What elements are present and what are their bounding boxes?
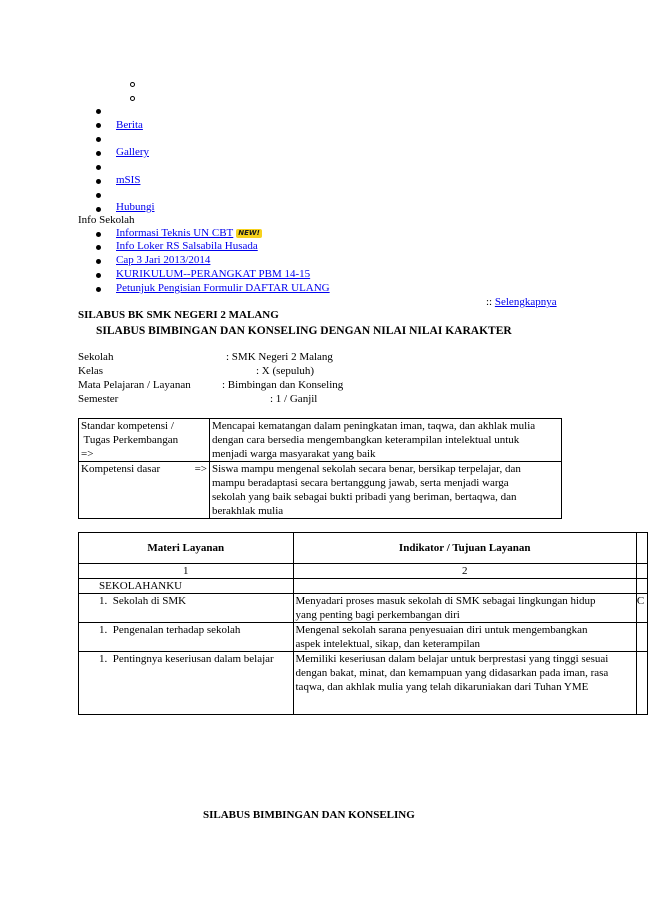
sub-bullet-icon bbox=[130, 96, 135, 101]
row-number: 1. bbox=[99, 595, 108, 607]
extra-cell bbox=[636, 579, 647, 594]
new-badge: NEW! bbox=[238, 229, 260, 237]
table-section-row bbox=[79, 579, 648, 594]
bullet-icon bbox=[96, 179, 101, 184]
bullet-icon bbox=[96, 123, 101, 128]
indikator-line: aspek intelektual, sikap, dan keterampilan bbox=[295, 638, 480, 650]
indikator-line: dengan bakat, minat, dan kemampuan yang didasarkan pada iman, rasa bbox=[295, 667, 609, 679]
bullet-icon bbox=[96, 165, 101, 170]
info-link-un-cbt[interactable]: Informasi Teknis UN CBT bbox=[116, 227, 234, 239]
standar-value-line: dengan cara bersedia mengembangkan keterampilan intelektual untuk bbox=[212, 434, 520, 446]
sub-bullet-icon bbox=[130, 82, 135, 87]
extra-cell: C bbox=[636, 594, 647, 623]
bullet-icon bbox=[96, 287, 101, 292]
info-item bbox=[116, 226, 262, 240]
standar-label-line: => bbox=[81, 448, 94, 460]
table-header-row bbox=[79, 533, 648, 564]
kompetensi-value-line: Siswa mampu mengenal sekolah secara benar, bersikap terpelajar, dan bbox=[212, 463, 521, 475]
nav-link-berita[interactable]: Berita bbox=[116, 119, 143, 131]
bullet-icon bbox=[96, 245, 101, 250]
table-row bbox=[79, 419, 562, 462]
indikator-cell bbox=[293, 652, 636, 715]
row-number: 1. bbox=[99, 653, 108, 665]
meta-value-sekolah: : SMK Negeri 2 Malang bbox=[226, 351, 333, 363]
kompetensi-value-line: sekolah yang baik sebagai bukti pribadi yang beriman, bertaqwa, dan bbox=[212, 491, 517, 503]
header-materi: Materi Layanan bbox=[79, 533, 294, 564]
materi-table bbox=[78, 532, 648, 715]
bullet-icon bbox=[96, 259, 101, 264]
info-link-loker[interactable]: Info Loker RS Salsabila Husada bbox=[116, 240, 258, 252]
competency-table bbox=[78, 418, 562, 519]
bullet-icon bbox=[96, 207, 101, 212]
nav-link-hubungi[interactable]: Hubungi bbox=[116, 201, 155, 213]
standar-value-line: Mencapai kematangan dalam peningkatan iman, taqwa, dan akhlak mulia bbox=[212, 420, 536, 432]
standar-label-cell bbox=[79, 419, 210, 462]
kompetensi-value-cell bbox=[210, 462, 562, 519]
meta-value-mapel: : Bimbingan dan Konseling bbox=[222, 379, 344, 391]
table-row bbox=[79, 623, 648, 652]
table-row bbox=[79, 462, 562, 519]
indikator-cell bbox=[293, 594, 636, 623]
indikator-line: Memiliki keseriusan dalam belajar untuk berprestasi yang tinggi sesuai bbox=[295, 653, 609, 665]
indikator-line: taqwa, dan akhlak mulia yang telah dikaruniakan dari Tuhan YME bbox=[295, 681, 589, 693]
kompetensi-value-line: mampu beradaptasi secara bertanggung jawab, serta menjadi warga bbox=[212, 477, 509, 489]
extra-cell bbox=[636, 652, 647, 715]
header-indikator: Indikator / Tujuan Layanan bbox=[293, 533, 636, 564]
footer-title: SILABUS BIMBINGAN DAN KONSELING bbox=[203, 809, 415, 821]
materi-text: Sekolah di SMK bbox=[112, 595, 187, 607]
info-sekolah-heading: Info Sekolah bbox=[78, 214, 135, 226]
bullet-icon bbox=[96, 109, 101, 114]
standar-value-line: menjadi warga masyarakat yang baik bbox=[212, 448, 376, 460]
info-link-daftar-ulang[interactable]: Petunjuk Pengisian Formulir DAFTAR ULANG bbox=[116, 282, 330, 294]
header-extra bbox=[636, 533, 647, 564]
info-link-cap-3-jari[interactable]: Cap 3 Jari 2013/2014 bbox=[116, 254, 211, 266]
kompetensi-label-cell bbox=[79, 462, 210, 519]
number-cell: 1 bbox=[79, 564, 294, 579]
doc-title: SILABUS BK SMK NEGERI 2 MALANG bbox=[78, 309, 279, 321]
materi-text: Pentingnya keseriusan dalam belajar bbox=[112, 653, 274, 665]
table-row bbox=[79, 652, 648, 715]
meta-value-semester: : 1 / Ganjil bbox=[270, 393, 318, 405]
standar-label-line: Standar kompetensi / bbox=[81, 420, 174, 432]
selengkapnya-link[interactable]: Selengkapnya bbox=[494, 296, 557, 308]
bullet-icon bbox=[96, 137, 101, 142]
section-cell: SEKOLAHANKU bbox=[79, 579, 294, 594]
doc-subtitle: SILABUS BIMBINGAN DAN KONSELING DENGAN NILAI NILAI KARAKTER bbox=[96, 325, 512, 337]
materi-cell bbox=[79, 652, 294, 715]
number-cell: 2 bbox=[293, 564, 636, 579]
empty-cell bbox=[293, 579, 636, 594]
bullet-icon bbox=[96, 151, 101, 156]
more-prefix: :: bbox=[486, 296, 493, 308]
standar-value-cell bbox=[210, 419, 562, 462]
row-number: 1. bbox=[99, 624, 108, 636]
meta-label-semester: Semester bbox=[78, 393, 119, 405]
meta-label-sekolah: Sekolah bbox=[78, 351, 114, 363]
indikator-line: Mengenal sekolah sarana penyesuaian diri untuk mengembangkan bbox=[295, 624, 588, 636]
indikator-line: Menyadari proses masuk sekolah di SMK sebagai lingkungan hidup bbox=[295, 595, 596, 607]
extra-cell bbox=[636, 623, 647, 652]
info-link-kurikulum[interactable]: KURIKULUM--PERANGKAT PBM 14-15 bbox=[116, 268, 311, 280]
more-link-wrap bbox=[486, 295, 557, 309]
materi-text: Pengenalan terhadap sekolah bbox=[112, 624, 241, 636]
materi-cell bbox=[79, 623, 294, 652]
materi-cell bbox=[79, 594, 294, 623]
nav-link-gallery[interactable]: Gallery bbox=[116, 146, 149, 158]
kompetensi-label: Kompetensi dasar bbox=[81, 463, 161, 475]
table-number-row bbox=[79, 564, 648, 579]
standar-label-line: Tugas Perkembangan bbox=[81, 434, 179, 446]
indikator-line: yang penting bagi perkembangan diri bbox=[295, 609, 460, 621]
meta-value-kelas: : X (sepuluh) bbox=[256, 365, 315, 377]
extra-cell bbox=[636, 564, 647, 579]
bullet-icon bbox=[96, 193, 101, 198]
bullet-icon bbox=[96, 232, 101, 237]
kompetensi-value-line: berakhlak mulia bbox=[212, 505, 284, 517]
indikator-cell bbox=[293, 623, 636, 652]
bullet-icon bbox=[96, 273, 101, 278]
table-row bbox=[79, 594, 648, 623]
kompetensi-arrow: => bbox=[194, 463, 207, 475]
nav-link-msis[interactable]: mSIS bbox=[116, 174, 141, 186]
meta-label-mapel: Mata Pelajaran / Layanan bbox=[78, 379, 191, 391]
meta-label-kelas: Kelas bbox=[78, 365, 104, 377]
